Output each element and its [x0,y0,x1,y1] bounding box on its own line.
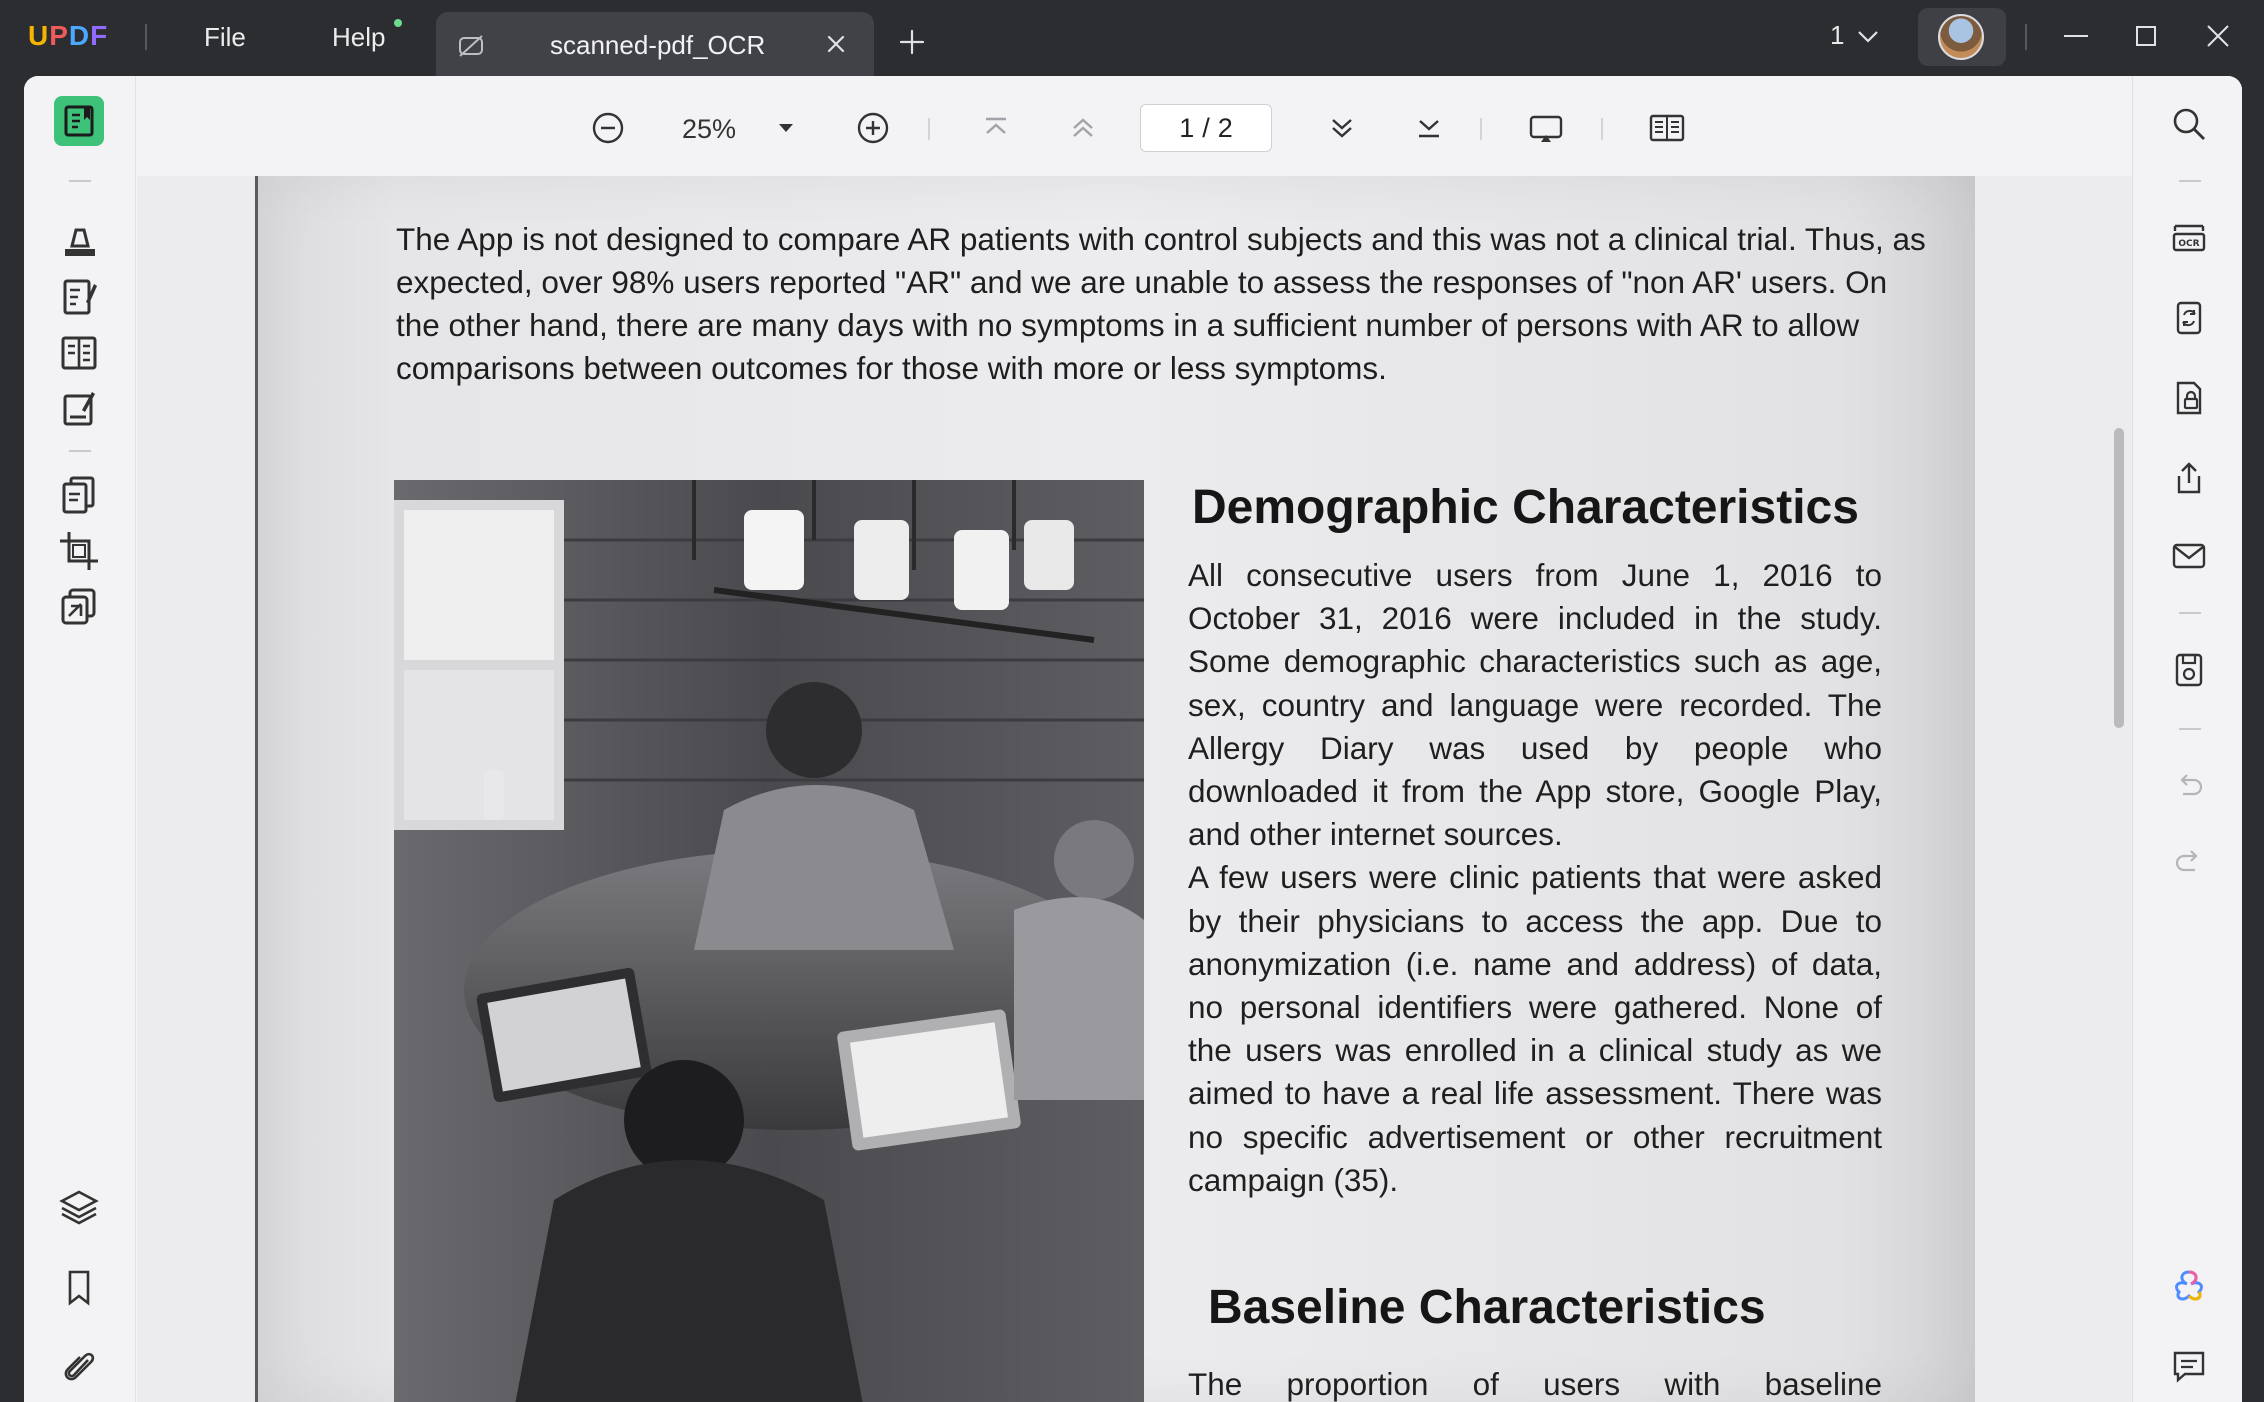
minimize-icon[interactable] [2058,18,2094,54]
chevron-down-icon[interactable] [1856,26,1880,46]
reader-icon [54,96,104,146]
first-page-icon[interactable] [976,108,1016,148]
protect-icon[interactable] [2169,378,2209,418]
zoom-dropdown-icon[interactable] [777,121,795,135]
organize-pages-icon[interactable] [54,470,104,520]
demographic-paragraph-2: A few users were clinic patients that were asked by their physicians to access the app. Due to anonymization (i.e. name and address) of data, no personal identifiers were gathered. None of the users was enrolled in a clinical study as we aimed to have a real life assessment. There was no specific advertisement or other recruitment campaign (35). [1188,859,1882,1198]
title-divider [145,24,147,50]
highlighter-icon[interactable] [54,216,104,266]
last-page-icon[interactable] [1409,108,1449,148]
total-pages: 2 [1217,113,1233,143]
tab-title: scanned-pdf_OCR [550,30,766,60]
page-layout-icon[interactable] [54,328,104,378]
scanned-document-icon [456,30,488,62]
svg-text:OCR: OCR [2178,239,2200,249]
workspace-photo [394,480,1144,1402]
title-bar [0,0,2264,76]
photo-illustration [394,480,1144,1402]
maximize-icon[interactable] [2128,18,2164,54]
right-tool-sidebar [2132,76,2242,1402]
pdf-tools-icon[interactable] [54,582,104,632]
layers-icon[interactable] [54,1182,104,1232]
heading-baseline: Baseline Characteristics [1208,1281,1766,1334]
convert-icon[interactable] [2169,298,2209,338]
toolbar-divider [928,118,930,140]
sidebar-divider [2179,180,2201,182]
ocr-icon[interactable] [2169,218,2209,258]
heading-demographic: Demographic Characteristics [1192,481,1859,534]
next-page-icon[interactable] [1322,108,1362,148]
updf-logo: UPDF [28,20,109,51]
edit-pdf-icon[interactable] [54,272,104,322]
new-tab-icon[interactable] [896,26,928,58]
window-selector[interactable]: 1 [1830,20,1845,50]
search-icon[interactable] [2169,104,2209,144]
file-menu[interactable]: File [204,22,246,52]
page-number-input[interactable] [1140,104,1272,152]
close-window-icon[interactable] [2200,18,2236,54]
page-separator: / [1202,113,1210,143]
attachment-icon[interactable] [54,1342,104,1392]
sidebar-divider [2179,728,2201,730]
help-menu[interactable]: Help [332,22,386,52]
fill-sign-icon[interactable] [54,384,104,434]
undo-icon[interactable] [2169,766,2209,806]
zoom-level[interactable]: 25% [682,114,737,144]
ai-assistant-icon[interactable] [2169,1266,2209,1306]
vertical-scrollbar[interactable] [2114,428,2124,728]
demographic-text [1188,554,1882,1202]
pdf-page [255,176,1975,1402]
baseline-paragraph: The proportion of users with baseline [1188,1366,1882,1402]
help-notification-dot [394,19,402,27]
crop-icon[interactable] [54,526,104,576]
reader-mode-button[interactable] [54,96,104,146]
share-icon[interactable] [2169,458,2209,498]
document-tab[interactable] [436,12,874,76]
sidebar-divider [69,180,91,182]
redo-icon[interactable] [2169,842,2209,882]
zoom-out-icon[interactable] [588,108,628,148]
comment-icon[interactable] [2169,1346,2209,1386]
intro-paragraph: The App is not designed to compare AR patients with control subjects and this was not a clinical trial. Thus, as expected, over 98% users reported "AR" and we are unable to assess the responses of "non AR' users. On the other hand, there are many days with no symptoms in a sufficient number of persons with AR to allow comparisons between outcomes for those with more or less symptoms. [396,221,1926,386]
title-divider [2025,24,2027,50]
document-viewer[interactable] [137,76,2132,1402]
workspace [24,76,2242,1402]
page-display-icon[interactable] [1647,108,1687,148]
bookmark-icon[interactable] [54,1262,104,1312]
zoom-in-icon[interactable] [853,108,893,148]
demographic-paragraph-1: All consecutive users from June 1, 2016 to October 31, 2016 were included in the study. Some demographic characteristics such as age, sex, country and language were recorded. The Allergy Diary was used by people who downloaded it from the App store, Google Play, and other internet sources. [1188,557,1882,853]
view-toolbar [137,76,2132,176]
sidebar-divider [2179,612,2201,614]
left-tool-sidebar [24,76,136,1402]
user-avatar-button[interactable] [1918,8,2006,66]
current-page: 1 [1179,113,1195,143]
email-icon[interactable] [2169,536,2209,576]
presentation-icon[interactable] [1526,108,1566,148]
avatar [1938,14,1984,60]
sidebar-divider [69,450,91,452]
close-tab-icon[interactable] [822,30,850,58]
previous-page-icon[interactable] [1063,108,1103,148]
save-icon[interactable] [2169,650,2209,690]
toolbar-divider [1480,118,1482,140]
toolbar-divider [1601,118,1603,140]
